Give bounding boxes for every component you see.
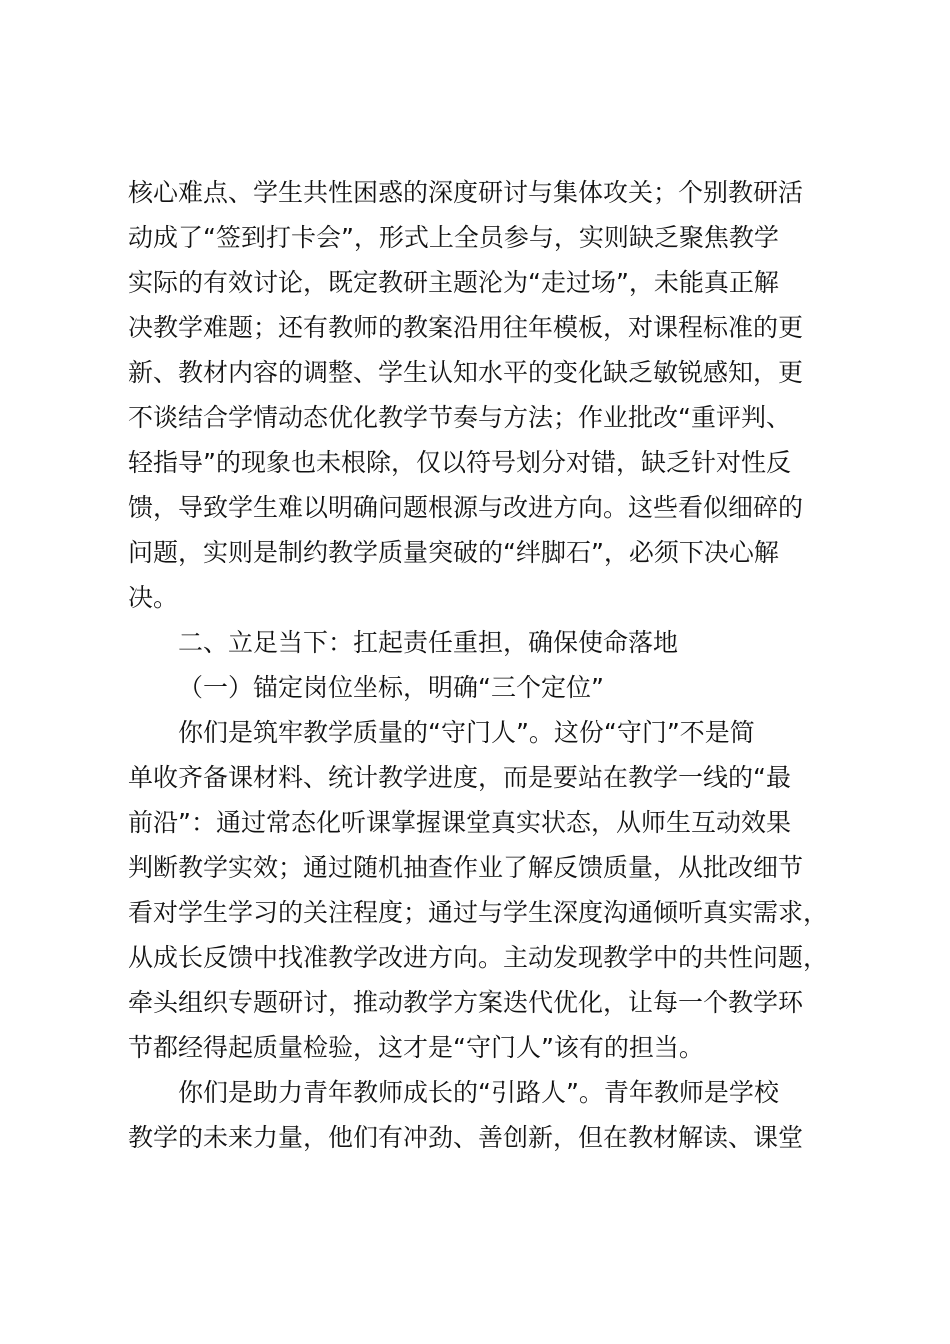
paragraph-line: 节都经得起质量检验，这才是“守门人”该有的担当。 <box>128 1033 704 1062</box>
paragraph-line: 你们是筑牢教学质量的“守门人”。这份“守门”不是简 <box>178 718 755 747</box>
paragraph-line: 判断教学实效；通过随机抽查作业了解反馈质量，从批改细节 <box>128 853 804 882</box>
paragraph-line: 从成长反馈中找准教学改进方向。主动发现教学中的共性问题， <box>128 943 829 972</box>
subsection-heading: （一）锚定岗位坐标，明确“三个定位” <box>178 673 604 702</box>
paragraph-line: 单收齐备课材料、统计教学进度，而是要站在教学一线的“最 <box>128 763 791 792</box>
section-heading: 二、立足当下：扛起责任重担，确保使命落地 <box>178 628 679 657</box>
paragraph-line: 馈，导致学生难以明确问题根源与改进方向。这些看似细碎的 <box>128 493 804 522</box>
paragraph-line: 核心难点、学生共性困惑的深度研讨与集体攻关；个别教研活 <box>128 178 804 207</box>
paragraph-line: 你们是助力青年教师成长的“引路人”。青年教师是学校 <box>178 1078 779 1107</box>
paragraph-line: 轻指导”的现象也未根除，仅以符号划分对错，缺乏针对性反 <box>128 448 791 477</box>
paragraph-line: 新、教材内容的调整、学生认知水平的变化缺乏敏锐感知，更 <box>128 358 804 387</box>
paragraph-line: 实际的有效讨论，既定教研主题沦为“走过场”，未能真正解 <box>128 268 779 297</box>
paragraph-line: 前沿”：通过常态化听课掌握课堂真实状态，从师生互动效果 <box>128 808 791 837</box>
paragraph-line: 决。 <box>128 583 179 612</box>
paragraph-line: 问题，实则是制约教学质量突破的“绊脚石”，必须下决心解 <box>128 538 779 567</box>
paragraph-line: 教学的未来力量，他们有冲劲、善创新，但在教材解读、课堂 <box>128 1123 804 1152</box>
paragraph-line: 决教学难题；还有教师的教案沿用往年模板，对课程标准的更 <box>128 313 804 342</box>
paragraph-line: 动成了“签到打卡会”，形式上全员参与，实则缺乏聚焦教学 <box>128 223 779 252</box>
paragraph-line: 牵头组织专题研讨，推动教学方案迭代优化，让每一个教学环 <box>128 988 804 1017</box>
paragraph-line: 不谈结合学情动态优化教学节奏与方法；作业批改“重评判、 <box>128 403 791 432</box>
paragraph-line: 看对学生学习的关注程度；通过与学生深度沟通倾听真实需求， <box>128 898 829 927</box>
